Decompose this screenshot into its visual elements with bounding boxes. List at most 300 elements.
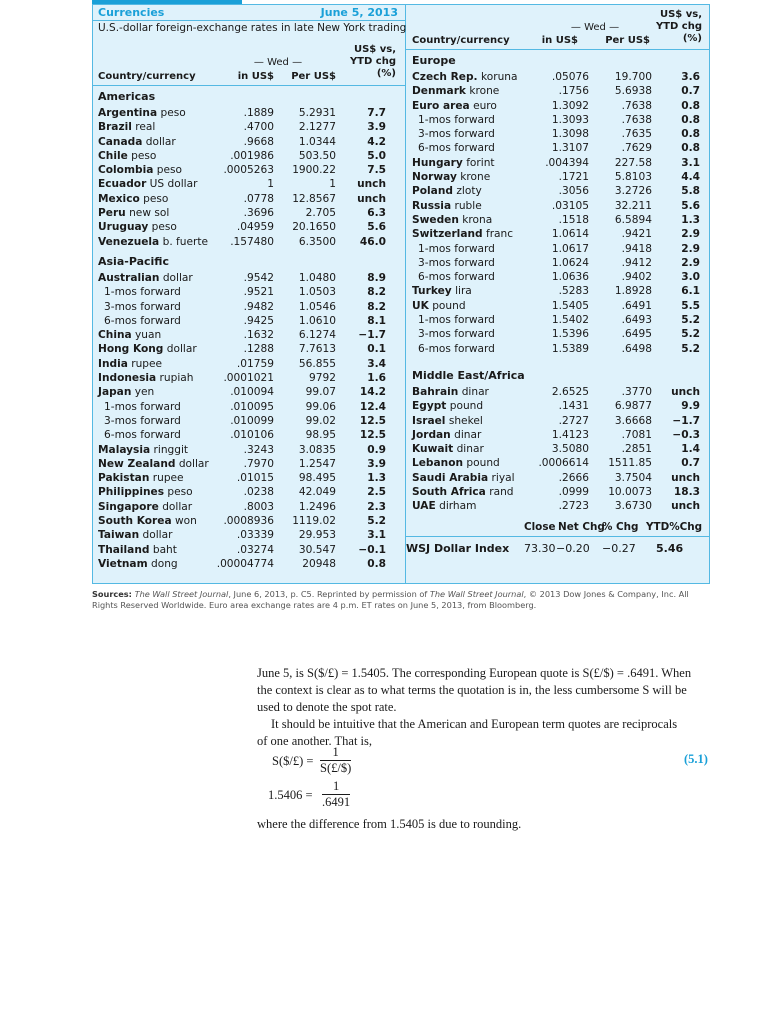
cell-per-usd: .6495 (621, 328, 652, 341)
cell-ytd: 1.6 (367, 372, 386, 385)
cell-per-usd: 10.0073 (608, 486, 652, 499)
cell-in-usd: .3243 (243, 443, 274, 456)
cell-in-usd: .1632 (243, 329, 274, 342)
cell-per-usd: 1119.02 (292, 515, 336, 528)
cell-per-usd: 1.0546 (298, 300, 336, 313)
table-row (98, 300, 398, 314)
cell-ytd: 2.9 (681, 242, 700, 255)
cell-in-usd: 1.3098 (551, 128, 589, 141)
cell-in-usd: .010099 (230, 414, 274, 427)
table-row (98, 106, 398, 120)
row-label: Japan yen (98, 386, 155, 399)
row-label: 6-mos forward (104, 314, 181, 327)
table-row (98, 443, 398, 457)
cell-ytd: 0.8 (681, 113, 700, 126)
cell-ytd: unch (357, 178, 386, 191)
table-row (98, 271, 398, 285)
cell-in-usd: .8003 (243, 500, 274, 513)
row-label: Egypt pound (412, 400, 484, 413)
row-label: South Africa rand (412, 486, 514, 499)
cell-per-usd: 2.1277 (298, 121, 336, 134)
table-row (412, 99, 702, 113)
row-label: 1-mos forward (418, 314, 495, 327)
cell-per-usd: 98.95 (305, 429, 336, 442)
cell-per-usd: 98.495 (298, 472, 336, 485)
row-label: Philippines peso (98, 486, 193, 499)
row-label: 3-mos forward (104, 414, 181, 427)
right-perusd-header: Per US$ (605, 35, 650, 46)
right-table-body (412, 51, 702, 514)
table-row (412, 70, 702, 84)
row-label: 6-mos forward (418, 342, 495, 355)
table-row (98, 557, 398, 571)
index-header-row: Close Net Chg % Chg YTD%Chg (524, 521, 703, 533)
table-row (412, 227, 702, 241)
cell-per-usd: .9418 (621, 242, 652, 255)
cell-per-usd: 2.705 (305, 207, 336, 220)
body-line-6: where the difference from 1.5405 is due to rounding. (257, 817, 522, 831)
row-label: Canada dollar (98, 135, 176, 148)
cell-in-usd: .03339 (236, 529, 274, 542)
row-label: Venezuela b. fuerte (98, 235, 209, 248)
cell-per-usd: 3.0835 (298, 443, 336, 456)
table-row (98, 149, 398, 163)
equation-1-fraction: $\frac{1}{S(£/\$)}$ (320, 745, 352, 775)
cell-per-usd: 1900.22 (292, 164, 336, 177)
right-country-header: Country/currency (412, 35, 510, 46)
row-label: Turkey lira (412, 285, 472, 298)
row-label: Australian dollar (98, 271, 193, 284)
cell-ytd: 3.9 (367, 121, 386, 134)
cell-in-usd: 1.5389 (551, 342, 589, 355)
table-row (98, 400, 398, 414)
cell-ytd: 0.1 (367, 343, 386, 356)
cell-in-usd: .05076 (551, 71, 589, 83)
cell-in-usd: .03274 (236, 543, 274, 556)
cell-ytd: 0.7 (681, 457, 700, 470)
cell-per-usd: 42.049 (298, 486, 336, 499)
table-row (412, 399, 702, 413)
row-label: 6-mos forward (418, 271, 495, 284)
table-row (98, 471, 398, 485)
cell-in-usd: .5283 (558, 285, 589, 298)
cell-in-usd: .0005263 (223, 164, 274, 177)
left-wed-header: — Wed — (253, 57, 303, 68)
cell-ytd: 5.2 (681, 328, 700, 341)
row-label: Denmark krone (412, 85, 500, 98)
cell-in-usd: .0006614 (538, 457, 589, 470)
cell-ytd: 5.6 (367, 221, 386, 234)
cell-in-usd: .0999 (558, 486, 589, 499)
cell-per-usd: 1.8928 (614, 285, 652, 298)
cell-ytd: 0.8 (367, 557, 386, 570)
cell-per-usd: 1511.85 (608, 457, 652, 470)
cell-per-usd: .7629 (621, 142, 652, 155)
left-inusd-header: in US$ (237, 71, 274, 82)
cell-ytd: 1.3 (681, 213, 700, 226)
cell-ytd: 12.4 (359, 400, 386, 413)
cell-ytd: 2.9 (681, 256, 700, 269)
table-category: Currencies (98, 6, 165, 19)
cell-in-usd: .01759 (236, 357, 274, 370)
row-label: Taiwan dollar (98, 529, 173, 542)
cell-per-usd: 1.0344 (298, 135, 336, 148)
cell-in-usd: .1756 (558, 85, 589, 98)
table-row (98, 514, 398, 528)
cell-per-usd: 1.0480 (298, 271, 336, 284)
table-row (412, 242, 702, 256)
table-row (98, 120, 398, 134)
row-label: Colombia peso (98, 164, 182, 177)
cell-per-usd: 9792 (309, 372, 336, 385)
cell-in-usd: 1.3092 (551, 99, 589, 112)
row-label: Indonesia rupiah (98, 372, 194, 385)
left-country-header: Country/currency (98, 71, 196, 82)
cell-in-usd: .157480 (230, 235, 274, 248)
table-row (98, 371, 398, 385)
cell-per-usd: .7081 (621, 428, 652, 441)
row-label: Singapore dollar (98, 500, 193, 513)
table-row (98, 328, 398, 342)
equation-1-lhs: S($/£) = (272, 754, 314, 768)
table-row (98, 135, 398, 149)
row-label: 3-mos forward (418, 328, 495, 341)
dollar-index-pct-chg: −0.27 (602, 542, 636, 555)
table-row (98, 385, 398, 399)
row-label: Thailand baht (98, 543, 177, 556)
row-label: Lebanon pound (412, 457, 500, 470)
cell-per-usd: 1 (329, 178, 336, 191)
cell-in-usd: .3056 (558, 185, 589, 198)
cell-in-usd: .9521 (243, 286, 274, 299)
cell-in-usd: 1.0614 (551, 228, 589, 241)
table-row (412, 385, 702, 399)
row-label: Hungary forint (412, 156, 495, 169)
cell-in-usd: .2723 (558, 500, 589, 513)
cell-in-usd: .1431 (558, 400, 589, 413)
cell-in-usd: 1 (267, 178, 274, 191)
table-row (412, 199, 702, 213)
cell-in-usd: 1.3093 (551, 113, 589, 126)
table-row (412, 141, 702, 155)
table-row (412, 313, 702, 327)
cell-per-usd: .3770 (621, 385, 652, 398)
row-label: Peru new sol (98, 207, 170, 220)
row-label: Sweden krona (412, 213, 493, 226)
row-label: UAE dirham (412, 500, 477, 513)
cell-per-usd: 99.02 (305, 414, 336, 427)
cell-ytd: 0.8 (681, 142, 700, 155)
column-divider (405, 4, 406, 583)
cell-per-usd: 30.547 (298, 543, 336, 556)
cell-per-usd: 19.700 (614, 71, 652, 83)
cell-per-usd: 56.855 (298, 357, 336, 370)
cell-ytd: 4.4 (681, 171, 700, 184)
cell-ytd: 8.1 (367, 314, 386, 327)
table-row (98, 177, 398, 191)
row-label: Vietnam dong (98, 557, 178, 570)
cell-ytd: 0.8 (681, 99, 700, 112)
row-label: 1-mos forward (418, 113, 495, 126)
table-row (412, 84, 702, 98)
cell-ytd: −0.1 (358, 543, 386, 556)
cell-per-usd: 32.211 (614, 199, 652, 212)
cell-in-usd: .7970 (243, 457, 274, 470)
row-label: 3-mos forward (418, 256, 495, 269)
cell-per-usd: .6498 (621, 342, 652, 355)
cell-ytd: 3.6 (681, 71, 700, 83)
cell-per-usd: .7635 (621, 128, 652, 141)
cell-ytd: 5.2 (681, 342, 700, 355)
cell-ytd: 6.1 (681, 285, 700, 298)
cell-in-usd: .0778 (243, 192, 274, 205)
equation-2-fraction: $\frac{1}{.6491}$ (322, 779, 351, 809)
cell-per-usd: .7638 (621, 113, 652, 126)
table-row (98, 485, 398, 499)
row-label: Hong Kong dollar (98, 343, 197, 356)
cell-in-usd: .001986 (230, 149, 274, 162)
right-ytd-header: US$ vs, YTD chg (%) (655, 9, 702, 44)
cell-per-usd: 1.2547 (298, 457, 336, 470)
body-line-1: June 5, is S($/£) = 1.5405. The corresponding European quote is S(£/$) = .6491. When (257, 666, 692, 680)
left-ytd-header: US$ vs, YTD chg (%) (349, 44, 396, 79)
row-label: Mexico peso (98, 192, 169, 205)
equation-2-lhs: 1.5406 = (268, 788, 313, 802)
cell-in-usd: .04959 (236, 221, 274, 234)
row-label: 1-mos forward (104, 286, 181, 299)
table-row (98, 428, 398, 442)
table-row (412, 270, 702, 284)
cell-ytd: 6.3 (367, 207, 386, 220)
row-label: Argentina peso (98, 107, 186, 119)
cell-ytd: 8.2 (367, 300, 386, 313)
cell-ytd: 2.3 (367, 500, 386, 513)
row-label: Chile peso (98, 149, 157, 162)
cell-in-usd: .004394 (545, 156, 589, 169)
cell-ytd: 3.1 (681, 156, 700, 169)
table-row (412, 156, 702, 170)
table-row (412, 284, 702, 298)
table-row (98, 543, 398, 557)
cell-ytd: 9.9 (681, 400, 700, 413)
cell-in-usd: .2666 (558, 471, 589, 484)
table-row (98, 206, 398, 220)
cell-ytd: 1.4 (681, 443, 700, 456)
cell-per-usd: 20948 (302, 557, 336, 570)
dollar-index-ytd-chg: 5.46 (656, 542, 684, 555)
dollar-index-net-chg: −0.20 (556, 542, 590, 555)
cell-per-usd: 1.0610 (298, 314, 336, 327)
cell-in-usd: .010095 (230, 400, 274, 413)
cell-in-usd: .1889 (243, 107, 274, 119)
cell-per-usd: 29.953 (298, 529, 336, 542)
row-label: 1-mos forward (418, 242, 495, 255)
cell-in-usd: 1.0624 (551, 256, 589, 269)
cell-per-usd: .7638 (621, 99, 652, 112)
row-label: Pakistan rupee (98, 472, 184, 485)
table-row (412, 184, 702, 198)
cell-per-usd: .9402 (621, 271, 652, 284)
cell-in-usd: .3696 (243, 207, 274, 220)
row-label: Switzerland franc (412, 228, 514, 241)
row-label: India rupee (98, 357, 163, 370)
body-line-3: used to denote the spot rate. (257, 700, 397, 714)
table-row (98, 414, 398, 428)
cell-ytd: 5.2 (367, 515, 386, 528)
table-row (98, 342, 398, 356)
left-perusd-header: Per US$ (291, 71, 336, 82)
cell-ytd: −0.3 (672, 428, 700, 441)
table-row (98, 528, 398, 542)
section-title: Middle East/Africa (412, 368, 525, 382)
cell-per-usd: 12.8567 (292, 192, 336, 205)
cell-in-usd: .0238 (243, 486, 274, 499)
cell-in-usd: 1.5402 (551, 314, 589, 327)
cell-per-usd: 227.58 (614, 156, 652, 169)
table-row (412, 499, 702, 513)
cell-in-usd: .9425 (243, 314, 274, 327)
cell-ytd: unch (671, 500, 700, 513)
cell-in-usd: 1.0636 (551, 271, 589, 284)
table-row (412, 485, 702, 499)
row-label: Malaysia ringgit (98, 443, 189, 456)
cell-in-usd: .010094 (230, 386, 274, 399)
table-row (98, 457, 398, 471)
cell-in-usd: .9482 (243, 300, 274, 313)
cell-in-usd: 2.6525 (551, 385, 589, 398)
cell-per-usd: 99.07 (305, 386, 336, 399)
cell-per-usd: 3.2726 (614, 185, 652, 198)
cell-in-usd: .1518 (558, 213, 589, 226)
cell-per-usd: 3.6668 (614, 414, 652, 427)
row-label: Israel shekel (412, 414, 483, 427)
table-row (412, 342, 702, 356)
table-row (412, 414, 702, 428)
cell-per-usd: .6493 (621, 314, 652, 327)
cell-in-usd: 1.5396 (551, 328, 589, 341)
cell-in-usd: .1721 (558, 171, 589, 184)
table-row (412, 428, 702, 442)
cell-ytd: 0.7 (681, 85, 700, 98)
cell-ytd: 46.0 (359, 235, 386, 248)
right-header-rule (405, 49, 710, 50)
table-row (412, 456, 702, 470)
cell-ytd: 3.0 (681, 271, 700, 284)
row-label: Poland zloty (412, 185, 482, 198)
cell-per-usd: .6491 (621, 299, 652, 312)
table-row (98, 235, 398, 249)
cell-in-usd: .1288 (243, 343, 274, 356)
table-row (412, 113, 702, 127)
cell-ytd: 2.5 (367, 486, 386, 499)
table-row (412, 170, 702, 184)
cell-per-usd: 6.1274 (298, 329, 336, 342)
row-label: Euro area euro (412, 99, 497, 112)
dollar-index-row (406, 542, 702, 556)
cell-per-usd: 3.7504 (614, 471, 652, 484)
cell-in-usd: 1.4123 (551, 428, 589, 441)
section-title: Americas (98, 90, 156, 103)
dollar-index-label: WSJ Dollar Index (406, 542, 510, 555)
row-label: UK pound (412, 299, 466, 312)
cell-ytd: 0.8 (681, 128, 700, 141)
row-label: 3-mos forward (104, 300, 181, 313)
row-label: Kuwait dinar (412, 443, 484, 456)
cell-ytd: 12.5 (359, 429, 386, 442)
cell-in-usd: .0008936 (223, 515, 274, 528)
cell-per-usd: 20.1650 (292, 221, 336, 234)
cell-ytd: −1.7 (672, 414, 700, 427)
cell-ytd: 5.6 (681, 199, 700, 212)
row-label: Norway krone (412, 171, 491, 184)
cell-per-usd: 5.8103 (614, 171, 652, 184)
cell-per-usd: 5.6938 (614, 85, 652, 98)
cell-ytd: unch (671, 385, 700, 398)
cell-per-usd: 6.5894 (614, 213, 652, 226)
table-row (412, 256, 702, 270)
table-row (98, 285, 398, 299)
row-label: 3-mos forward (418, 128, 495, 141)
cell-ytd: 5.8 (681, 185, 700, 198)
cell-ytd: 2.9 (681, 228, 700, 241)
table-row (98, 314, 398, 328)
cell-per-usd: .9421 (621, 228, 652, 241)
row-label: 6-mos forward (104, 429, 181, 442)
row-label: 1-mos forward (104, 400, 181, 413)
cell-ytd: 14.2 (359, 386, 386, 399)
cell-in-usd: 1.0617 (551, 242, 589, 255)
table-row (98, 163, 398, 177)
body-line-4: It should be intuitive that the American and European term quotes are reciprocals (271, 717, 678, 731)
cell-in-usd: .4700 (243, 121, 274, 134)
cell-ytd: 0.9 (367, 443, 386, 456)
cell-per-usd: 1.0503 (298, 286, 336, 299)
cell-in-usd: .00004774 (216, 557, 274, 570)
cell-ytd: −1.7 (358, 329, 386, 342)
cell-ytd: 8.2 (367, 286, 386, 299)
cell-in-usd: .0001021 (223, 372, 274, 385)
cell-ytd: 1.3 (367, 472, 386, 485)
table-row (412, 471, 702, 485)
cell-ytd: unch (357, 192, 386, 205)
header-rule (92, 20, 405, 21)
cell-ytd: unch (671, 471, 700, 484)
row-label: Czech Rep. koruna (412, 71, 518, 83)
right-wed-header: — Wed — (570, 22, 620, 33)
cell-per-usd: 5.2931 (298, 107, 336, 119)
table-subtitle: U.S.-dollar foreign-exchange rates in late New York trading (98, 22, 407, 34)
row-label: Russia ruble (412, 199, 482, 212)
row-label: 6-mos forward (418, 142, 495, 155)
cell-ytd: 3.1 (367, 529, 386, 542)
row-label: Uruguay peso (98, 221, 177, 234)
cell-in-usd: .9668 (243, 135, 274, 148)
table-row (98, 357, 398, 371)
row-label: China yuan (98, 329, 162, 342)
section-title: Europe (412, 54, 456, 67)
left-header-rule (92, 85, 405, 86)
cell-ytd: 5.0 (367, 149, 386, 162)
row-label: Brazil real (98, 121, 156, 134)
cell-ytd: 5.2 (681, 314, 700, 327)
cell-ytd: 7.7 (367, 107, 386, 119)
row-label: South Korea won (98, 515, 197, 528)
row-label: Saudi Arabia riyal (412, 471, 515, 484)
cell-ytd: 18.3 (673, 486, 700, 499)
sources-note: Sources: The Wall Street Journal, June 6, 2013, p. C5. Reprinted by permission of The Wall Street Journal, © 2013 Dow Jones & Company, Inc. All Rights Reserved Worldwide. Euro area exchange rates are 4 p.m. ET rates on June 5, 2013, from Bloomberg. (92, 589, 689, 610)
cell-per-usd: 1.2496 (298, 500, 336, 513)
cell-ytd: 3.4 (367, 357, 386, 370)
